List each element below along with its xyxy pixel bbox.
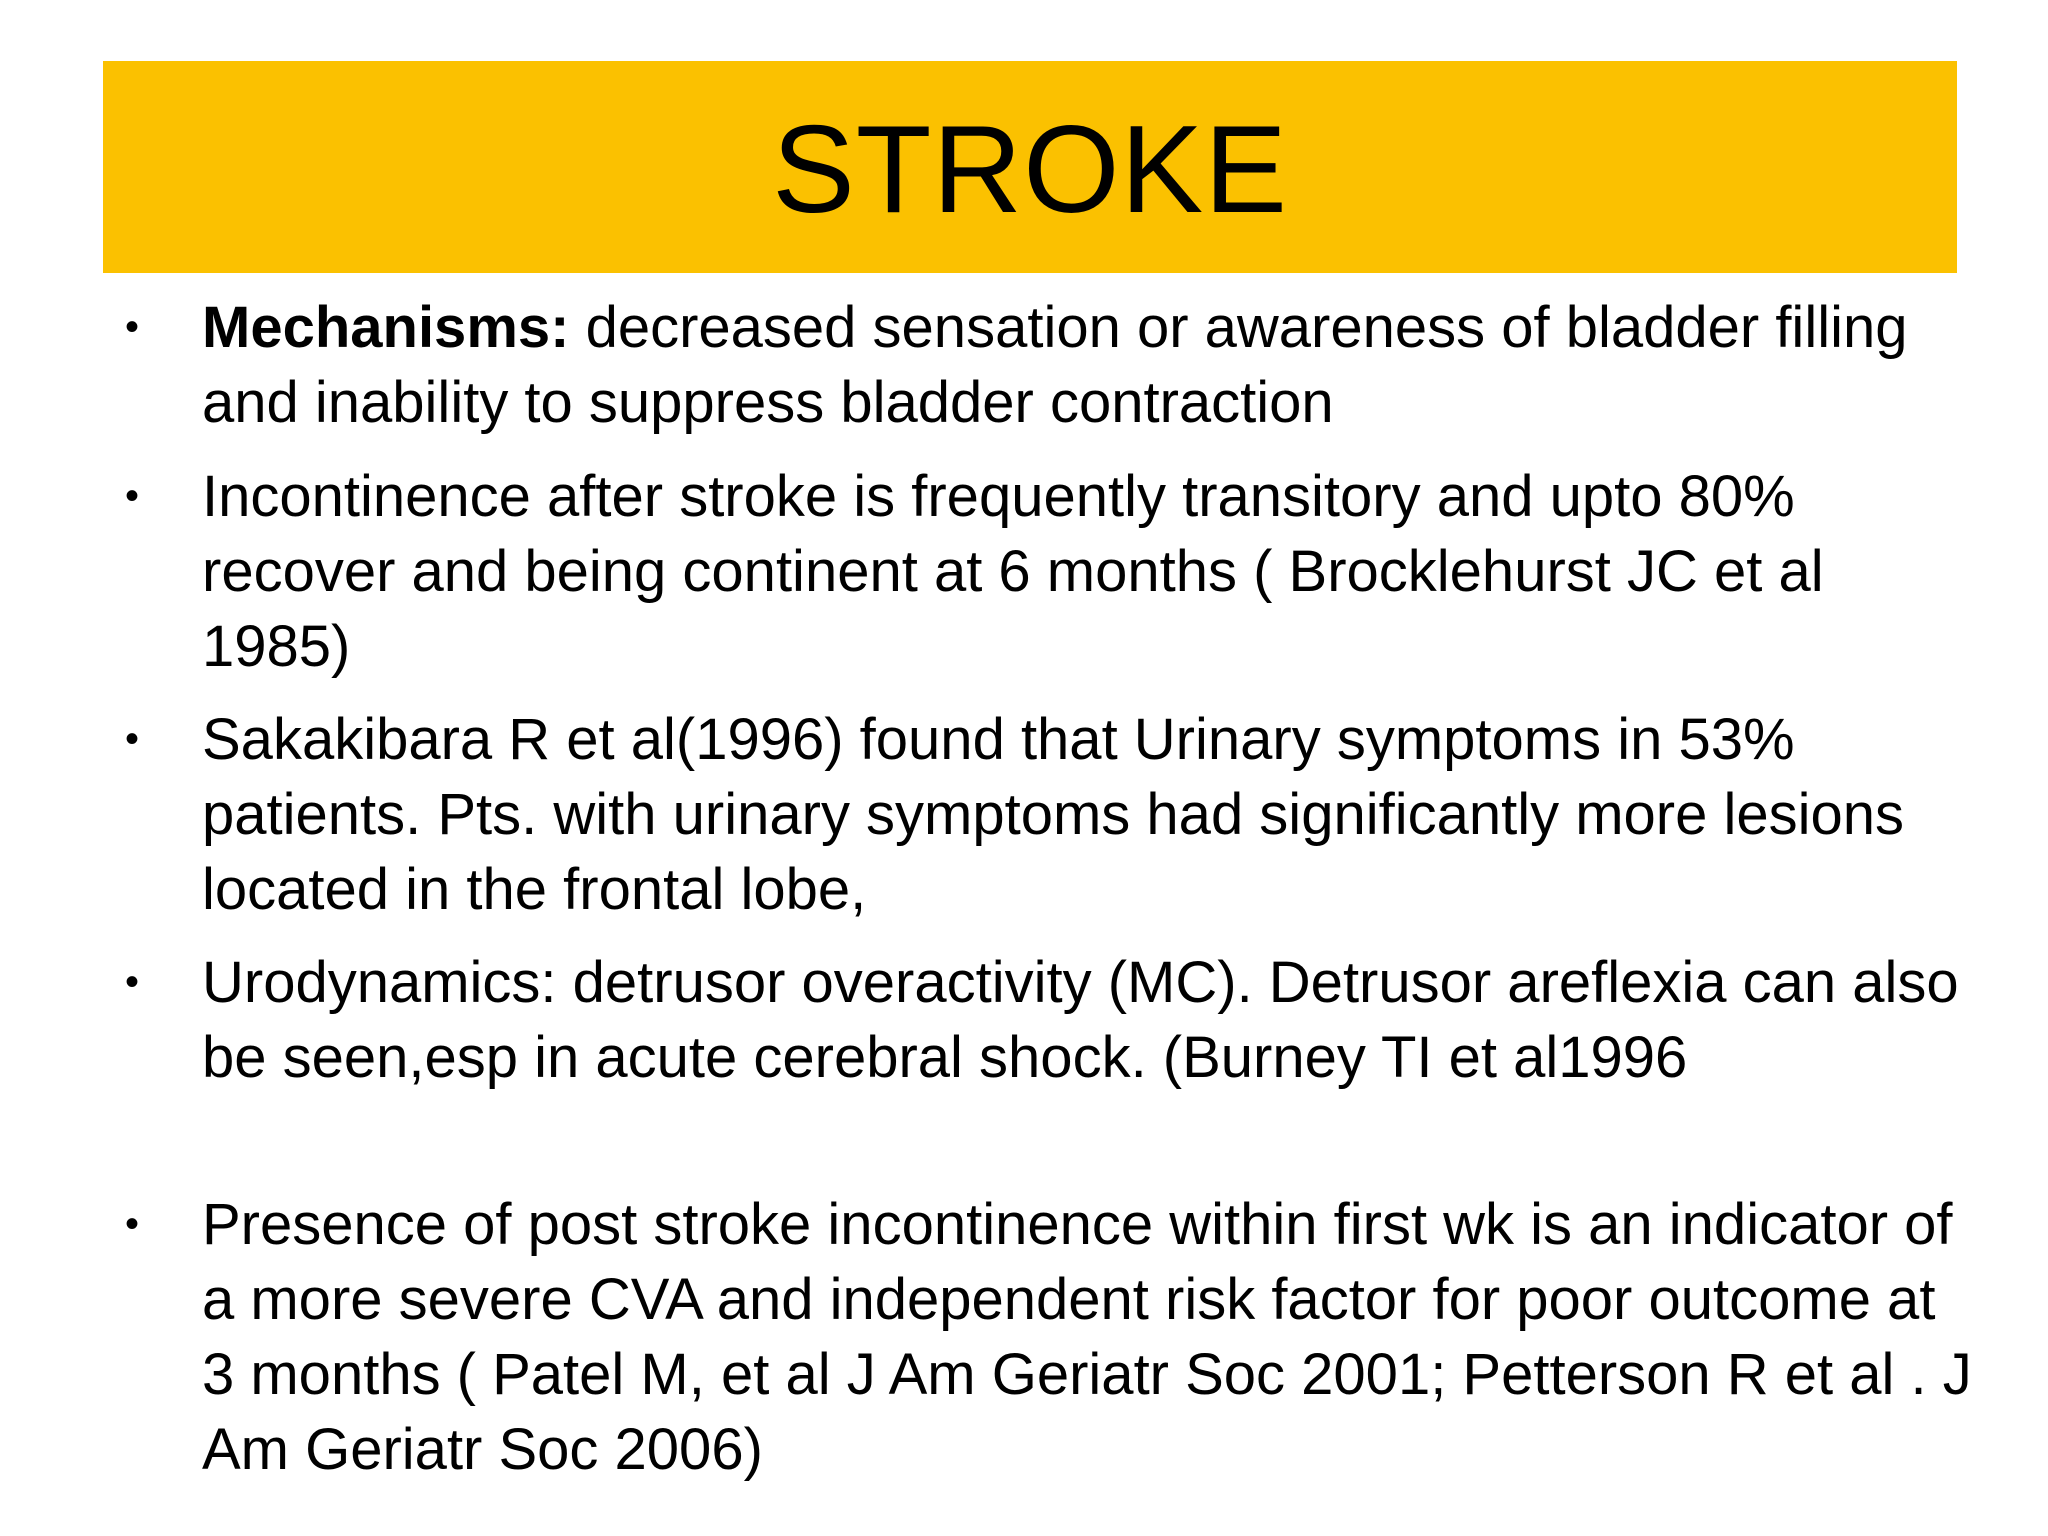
- bullet-marker: •: [125, 960, 140, 1004]
- bullet-text: Presence of post stroke incontinence within first wk is an indicator of a more severe CVA and independent risk factor for poor outcome at 3 months ( Patel M, et al J Am Geriatr Soc 2001; Petterson R et al . J Am Geriatr Soc 2006): [202, 1192, 1972, 1482]
- bullet-body: decreased sensation or awareness of bladder filling and inability to suppress bladder contraction: [202, 295, 1908, 435]
- bullet-marker: •: [125, 717, 140, 761]
- bullet-text: Incontinence after stroke is frequently transitory and upto 80% recover and being continent at 6 months ( Brocklehurst JC et al 1985): [202, 464, 1824, 679]
- bullet-item-urodynamics: [125, 945, 1985, 1095]
- bullet-item-incontinence: [125, 459, 1985, 684]
- bullet-item-sakakibara: [125, 702, 1985, 927]
- bullet-marker: •: [125, 305, 140, 349]
- bullet-item-mechanisms: [125, 290, 1985, 440]
- bullet-text: Urodynamics: detrusor overactivity (MC). Detrusor areflexia can also be seen,esp in acute cerebral shock. (Burney TI et al1996: [202, 950, 1959, 1090]
- bullet-marker: •: [125, 1202, 140, 1246]
- bullet-text: [202, 290, 1982, 440]
- bullet-label: Mechanisms:: [202, 295, 570, 360]
- bullet-item-presence: [125, 1187, 1985, 1487]
- bullet-marker: •: [125, 474, 140, 518]
- slide-title: STROKE: [772, 101, 1288, 239]
- bullet-text: Sakakibara R et al(1996) found that Urinary symptoms in 53% patients. Pts. with urinary symptoms had significantly more lesions located in the frontal lobe,: [202, 707, 1905, 922]
